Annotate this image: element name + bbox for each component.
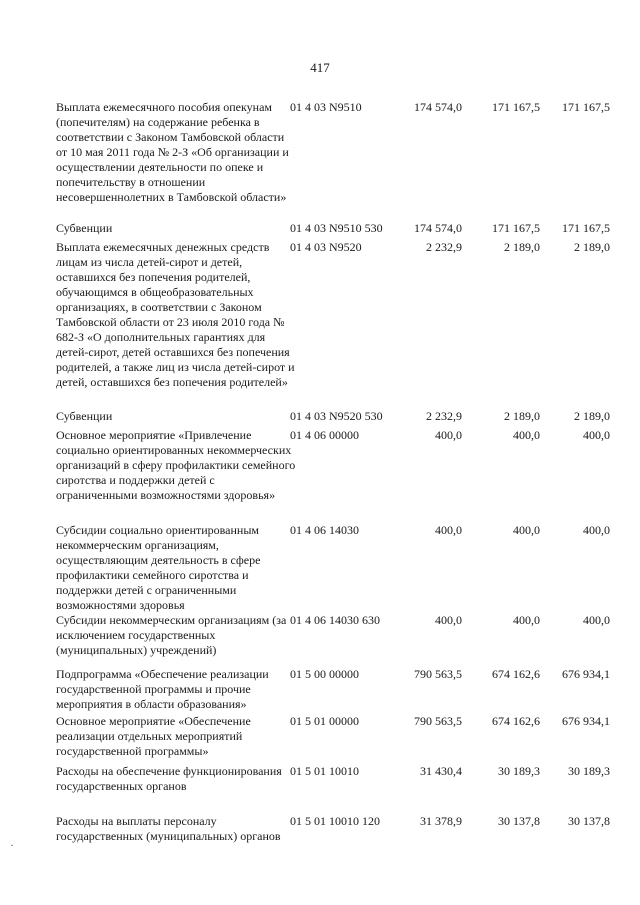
row-code: 01 4 03 N9510 <box>290 100 362 114</box>
row-value-2: 171 167,5 <box>492 100 540 114</box>
row-value-2: 400,0 <box>513 523 540 537</box>
row-description: Расходы на выплаты персоналу государственных (муниципальных) органов <box>56 814 281 843</box>
row-value-3: 171 167,5 <box>562 100 610 114</box>
row-code: 01 4 06 14030 630 <box>290 613 380 627</box>
row-value-1: 400,0 <box>435 428 462 442</box>
row-value-3: 171 167,5 <box>562 221 610 235</box>
row-value-2: 30 189,3 <box>498 764 540 778</box>
row-value-3: 2 189,0 <box>574 240 610 254</box>
row-code: 01 4 03 N9520 <box>290 240 362 254</box>
row-value-2: 400,0 <box>513 428 540 442</box>
row-value-1: 400,0 <box>435 613 462 627</box>
row-value-2: 2 189,0 <box>504 409 540 423</box>
page-number: 417 <box>310 60 330 75</box>
row-value-3: 400,0 <box>583 523 610 537</box>
row-value-1: 790 563,5 <box>414 667 462 681</box>
row-code: 01 4 03 N9510 530 <box>290 221 383 235</box>
row-value-1: 174 574,0 <box>414 221 462 235</box>
row-value-1: 31 430,4 <box>420 764 462 778</box>
row-code: 01 5 01 10010 <box>290 764 359 778</box>
row-description: Субвенции <box>56 409 113 423</box>
row-description: Выплата ежемесячного пособия опекунам (попечителям) на содержание ребенка в соответствии с Законом Тамбовской области от 10 мая 2011 года № 2-З «Об организации и осуществлении деятельности по опеке и попечительству в отношении несовершеннолетних в Тамбовской области» <box>56 100 289 204</box>
row-value-3: 400,0 <box>583 428 610 442</box>
row-value-2: 30 137,8 <box>498 814 540 828</box>
row-description: Основное мероприятие «Обеспечение реализации отдельных мероприятий государственной программы» <box>56 714 251 758</box>
row-value-1: 31 378,9 <box>420 814 462 828</box>
row-value-2: 2 189,0 <box>504 240 540 254</box>
scan-speck: · <box>10 838 14 852</box>
row-value-1: 400,0 <box>435 523 462 537</box>
row-code: 01 4 06 00000 <box>290 428 359 442</box>
row-code: 01 4 03 N9520 530 <box>290 409 383 423</box>
row-value-1: 790 563,5 <box>414 714 462 728</box>
row-description: Расходы на обеспечение функционирования государственных органов <box>56 764 282 793</box>
row-value-3: 400,0 <box>583 613 610 627</box>
row-description: Подпрограмма «Обеспечение реализации государственной программы и прочие мероприятия в области образования» <box>56 667 269 711</box>
row-value-1: 174 574,0 <box>414 100 462 114</box>
row-value-3: 2 189,0 <box>574 409 610 423</box>
row-description: Субвенции <box>56 221 113 235</box>
row-description: Субсидии социально ориентированным некоммерческим организациям, осуществляющим деятельность в сфере профилактики семейного сиротства и поддержки детей с ограниченными возможностями здоровья <box>56 523 261 612</box>
row-value-2: 674 162,6 <box>492 667 540 681</box>
row-value-3: 676 934,1 <box>562 714 610 728</box>
row-code: 01 5 00 00000 <box>290 667 359 681</box>
row-value-2: 400,0 <box>513 613 540 627</box>
row-value-1: 2 232,9 <box>426 409 462 423</box>
row-value-3: 676 934,1 <box>562 667 610 681</box>
row-code: 01 5 01 00000 <box>290 714 359 728</box>
row-code: 01 5 01 10010 120 <box>290 814 380 828</box>
row-value-3: 30 137,8 <box>568 814 610 828</box>
row-value-2: 171 167,5 <box>492 221 540 235</box>
row-description: Субсидии некоммерческим организациям (за исключением государственных (муниципальных) учреждений) <box>56 613 287 657</box>
row-description: Основное мероприятие «Привлечение социально ориентированных некоммерческих организаций в сферу профилактики семейного сиротства и поддержки детей с ограниченными возможностями здоровья» <box>56 428 296 502</box>
row-description: Выплата ежемесячных денежных средств лицам из числа детей-сирот и детей, оставшихся без попечения родителей, обучающимся в общеобразовательных организациях, в соответствии с Законом Тамбовской области от 23 июля 2010 года № 682-З «О дополнительных гарантиях для детей-сирот, детей оставшихся без попечения родителей, а также лиц из числа детей-сирот и детей, оставшихся без попечения родителей» <box>56 240 295 389</box>
row-value-3: 30 189,3 <box>568 764 610 778</box>
row-value-2: 674 162,6 <box>492 714 540 728</box>
row-code: 01 4 06 14030 <box>290 523 359 537</box>
row-value-1: 2 232,9 <box>426 240 462 254</box>
